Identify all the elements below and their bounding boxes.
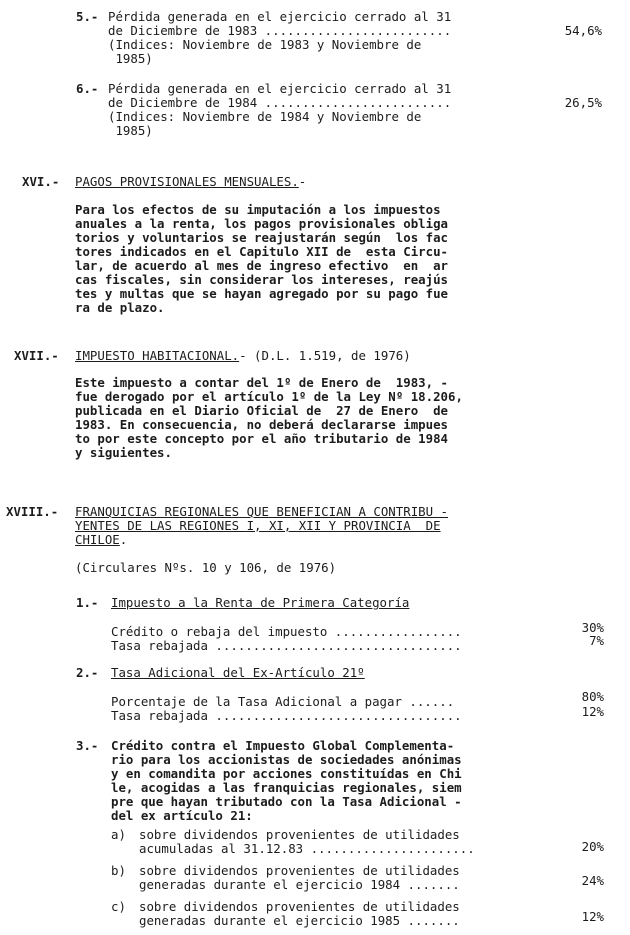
paragraph-line: lar, de acuerdo al mes de ingreso efectivo en ar [75, 258, 448, 273]
subsection-title: Tasa Adicional del Ex-Artículo 21º [111, 665, 365, 680]
rate-value: 80% [581, 689, 604, 704]
letter-marker: b) [111, 863, 126, 878]
section-heading [75, 349, 411, 362]
rate-value: 12% [581, 909, 604, 924]
rate-value: 24% [581, 873, 604, 888]
paragraph-line: del ex artículo 21: [111, 808, 253, 823]
paragraph-line: Este impuesto a contar del 1º de Enero de 1983, - [75, 375, 448, 390]
section-title-suffix: . [119, 532, 128, 547]
item-text-line: de Diciembre de 1984 ......................... [108, 95, 452, 110]
paragraph-line: Para los efectos de su imputación a los impuestos [75, 202, 441, 217]
paragraph-line: ra de plazo. [75, 300, 165, 315]
paragraph-line: publicada en el Diario Oficial de 27 de Enero de [75, 403, 448, 418]
paragraph-line: torios y voluntarios se reajustarán según los fac [75, 230, 448, 245]
paragraph-line: y en comandita por acciones constituídas en Chi [111, 766, 462, 781]
paragraph-line: to por este concepto por el año tributario de 1984 [75, 431, 448, 446]
item-text-line: de Diciembre de 1983 ......................... [108, 23, 452, 38]
subsection-title: Impuesto a la Renta de Primera Categoría [111, 595, 410, 610]
rate-label: Tasa rebajada ................................. [111, 638, 462, 653]
item-value: 54,6% [564, 23, 602, 38]
rate-label: Crédito o rebaja del impuesto ................. [111, 624, 462, 639]
paragraph-line: y siguientes. [75, 445, 172, 460]
section-number: XVII.- [14, 348, 59, 363]
item-text-line: Pérdida generada en el ejercicio cerrado al 31 [108, 9, 452, 24]
subsection-number: 1.- [76, 595, 99, 610]
paragraph-line: tores indicados en el Capitulo XII de esta Circu- [75, 244, 448, 259]
section-title-suffix: - (D.L. 1.519, de 1976) [239, 348, 411, 363]
section-number: XVIII.- [6, 504, 59, 519]
letter-text-line: sobre dividendos provenientes de utilidades [139, 863, 460, 878]
section-number: XVI.- [22, 174, 60, 189]
letter-text-line: acumuladas al 31.12.83 ...................... [139, 841, 475, 856]
item-text-line: 1985) [108, 51, 153, 66]
item-text-line: (Indices: Noviembre de 1983 y Noviembre de [108, 37, 422, 52]
section-title-line: YENTES DE LAS REGIONES I, XI, XII Y PROVINCIA DE [75, 518, 441, 533]
section-title: IMPUESTO HABITACIONAL. [75, 348, 240, 363]
item-text-line: Pérdida generada en el ejercicio cerrado al 31 [108, 81, 452, 96]
rate-value: 12% [581, 704, 604, 719]
letter-text-line: sobre dividendos provenientes de utilidades [139, 827, 460, 842]
circulares-reference: (Circulares Nºs. 10 y 106, de 1976) [75, 560, 337, 575]
letter-text-line: sobre dividendos provenientes de utilidades [139, 899, 460, 914]
item-text-line: 1985) [108, 123, 153, 138]
section-title-line: FRANQUICIAS REGIONALES QUE BENEFICIAN A CONTRIBU - [75, 504, 448, 519]
section-title-line [75, 533, 127, 546]
paragraph-line: Crédito contra el Impuesto Global Complementa- [111, 738, 455, 753]
letter-text-line: generadas durante el ejercicio 1984 ....... [139, 877, 460, 892]
section-heading [75, 175, 306, 188]
item-text-line: (Indices: Noviembre de 1984 y Noviembre de [108, 109, 422, 124]
rate-value: 7% [589, 633, 604, 648]
paragraph-line: 1983. En consecuencia, no deberá declararse impues [75, 417, 448, 432]
rate-value: 30% [581, 620, 604, 635]
subsection-number: 3.- [76, 738, 99, 753]
paragraph-line: tes y multas que se hayan agregado por su pago fue [75, 286, 448, 301]
paragraph-line: rio para los accionistas de sociedades anónimas [111, 752, 462, 767]
section-title-text: CHILOE [75, 532, 120, 547]
paragraph-line: anuales a la renta, los pagos provisionales obliga [75, 216, 448, 231]
letter-text-line: generadas durante el ejercicio 1985 ....... [139, 913, 460, 928]
paragraph-line: fue derogado por el artículo 1º de la Ley Nº 18.206, [75, 389, 463, 404]
letter-marker: a) [111, 827, 126, 842]
item-number: 6.- [76, 81, 99, 96]
section-title: PAGOS PROVISIONALES MENSUALES. [75, 174, 299, 189]
section-title-suffix: - [298, 174, 307, 189]
letter-marker: c) [111, 899, 126, 914]
paragraph-line: pre que hayan tributado con la Tasa Adicional - [111, 794, 462, 809]
item-value: 26,5% [564, 95, 602, 110]
paragraph-line: cas fiscales, sin considerar los intereses, reajús [75, 272, 448, 287]
rate-label: Tasa rebajada ................................. [111, 708, 462, 723]
item-number: 5.- [76, 9, 99, 24]
subsection-number: 2.- [76, 665, 99, 680]
paragraph-line: le, acogidas a las franquicias regionales, siem [111, 780, 462, 795]
rate-value: 20% [581, 839, 604, 854]
rate-label: Porcentaje de la Tasa Adicional a pagar ...... [111, 694, 455, 709]
